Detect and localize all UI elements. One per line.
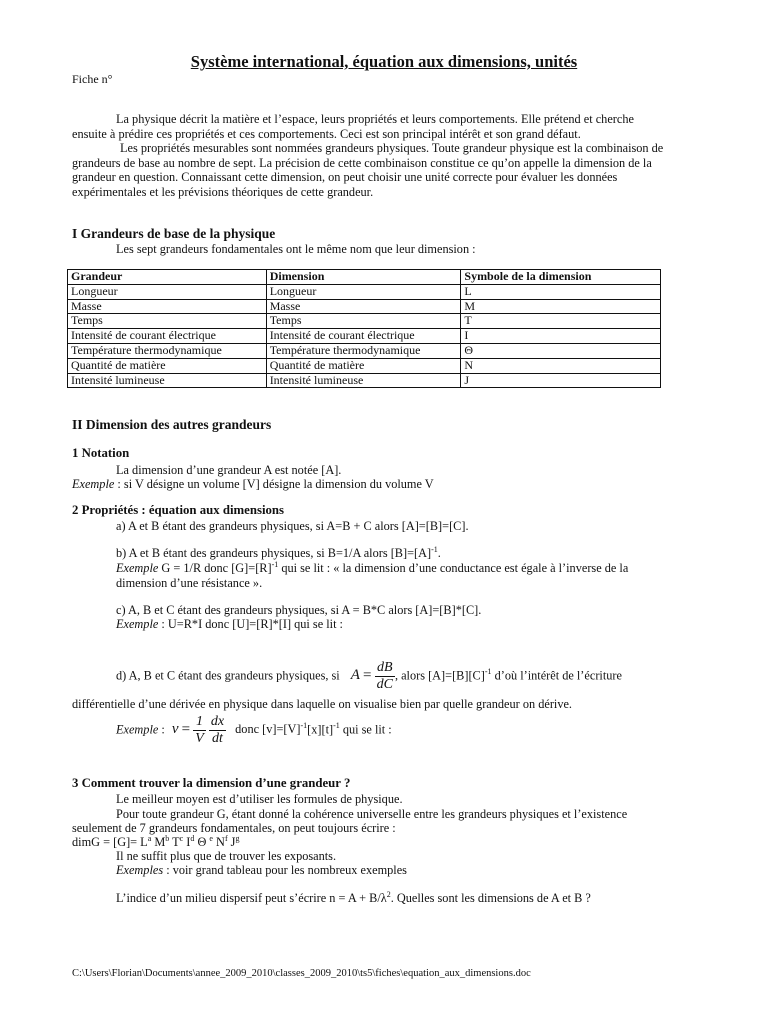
table-row — [68, 358, 661, 373]
fraction-denominator: V — [195, 731, 204, 746]
example-text: qui se lit : « la dimension d’une conductance est égale à l’inverse de la — [278, 561, 629, 575]
property-b-example — [116, 561, 628, 576]
table-cell: N — [461, 358, 661, 373]
table-header-row — [68, 270, 661, 285]
formula-text: dimG = [G]= L — [72, 835, 148, 849]
formula-symbol: Θ — [194, 835, 210, 849]
fraction-dx-dt — [209, 714, 226, 747]
formula-symbol: I — [183, 835, 191, 849]
math-equals: = — [181, 721, 191, 738]
exercise-text: . Quelles sont les dimensions de A et B ? — [390, 891, 591, 905]
example-label: Exemple — [72, 477, 115, 491]
notation-text: La dimension d’une grandeur A est notée [A]. — [116, 463, 342, 477]
property-b: b) A et B étant des grandeurs physiques, si B=1/A alors $[B]=[A]^{-1}$. — [116, 544, 441, 560]
exponent: b — [165, 833, 170, 843]
property-d-cont: différentielle d’une dérivée en physique dans laquelle on visualise bien par quelle grandeur on dérive. — [72, 697, 573, 711]
formula-symbol: T — [169, 835, 180, 849]
table-cell: Longueur — [266, 284, 461, 299]
fiche-number: Fiche n° — [72, 72, 113, 86]
example-label: Exemple — [116, 561, 159, 575]
example-text: : si V désigne un volume [V] désigne la dimension du volume V — [114, 477, 434, 491]
examples-label: Exemples — [116, 863, 164, 877]
formula-symbol: N — [212, 835, 225, 849]
example-label: Exemple — [116, 617, 159, 631]
fraction-numerator: dB — [375, 660, 395, 677]
exponent: -1 — [271, 559, 279, 569]
exercise-text: L’indice d’un milieu dispersif peut s’écrire n = A + B/λ — [116, 891, 387, 905]
find-line-6 — [116, 891, 591, 906]
column-header: Dimension — [266, 270, 461, 285]
dimensions-table — [67, 269, 661, 388]
section-2-heading: II Dimension des autres grandeurs — [72, 417, 272, 432]
dimension-formula — [72, 835, 239, 850]
table-cell: Θ — [461, 343, 661, 358]
math-variable: A — [350, 667, 360, 684]
property-b-example-cont: dimension d’une résistance ». — [116, 576, 263, 590]
find-line-4: Il ne suffit plus que de trouver les exposants. — [116, 849, 337, 863]
table-cell: Température thermodynamique — [68, 343, 267, 358]
property-c: c) A, B et C étant des grandeurs physiques, si A = B*C alors [A]=[B]*[C]. — [116, 603, 482, 617]
table-cell: Intensité lumineuse — [266, 373, 461, 388]
table-row — [68, 373, 661, 388]
examples-text: : voir grand tableau pour les nombreux exemples — [163, 863, 407, 877]
find-dimension-heading: 3 Comment trouver la dimension d’une grandeur ? — [72, 776, 351, 790]
intro-line-1: La physique décrit la matière et l’espace, leurs propriétés et leurs comportements. Elle prétend et cherche — [116, 112, 634, 126]
table-cell: Intensité lumineuse — [68, 373, 267, 388]
example-text: G = 1/R donc [G]=[R] — [158, 561, 272, 575]
formula-symbol: M — [151, 835, 166, 849]
table-row — [68, 343, 661, 358]
table-cell: I — [461, 329, 661, 344]
exponent: f — [224, 833, 228, 843]
property-b-text: b) A et B étant des grandeurs physiques, si B=1/A alors [B]=[A] — [116, 546, 432, 560]
fraction-denominator: dC — [376, 677, 393, 692]
exponent: c — [179, 833, 184, 843]
exponent: g — [235, 833, 240, 843]
table-cell: L — [461, 284, 661, 299]
math-equals: = — [363, 667, 372, 684]
table-cell: J — [461, 373, 661, 388]
fraction-numerator: 1 — [193, 714, 206, 731]
find-line-1: Le meilleur moyen est d’utiliser les formules de physique. — [116, 792, 403, 806]
property-d-text: d) A, B et C étant des grandeurs physiques, si — [116, 668, 340, 683]
table-cell: Temps — [266, 314, 461, 329]
fraction-1-V — [193, 714, 206, 747]
table-row — [68, 284, 661, 299]
table-cell: Masse — [68, 299, 267, 314]
table-cell: Quantité de matière — [68, 358, 267, 373]
table-cell: Intensité de courant électrique — [266, 329, 461, 344]
math-variable: v — [171, 721, 179, 738]
find-line-5 — [116, 863, 407, 878]
example-text: : U=R*I donc [U]=[R]*[I] qui se lit : — [158, 617, 343, 631]
notation-example — [72, 477, 434, 492]
column-header: Symbole de la dimension — [461, 270, 661, 285]
fraction-dB-dC — [375, 660, 395, 693]
fraction-numerator: dx — [210, 714, 225, 729]
exponent: a — [147, 833, 152, 843]
table-cell: Température thermodynamique — [266, 343, 461, 358]
exponent: d — [190, 833, 195, 843]
table-row — [68, 314, 661, 329]
find-line-3: seulement de 7 grandeurs fondamentales, on peut toujours écrire : — [72, 821, 396, 835]
property-d-text: d’où l’intérêt de l’écriture — [491, 668, 622, 683]
table-cell: Intensité de courant électrique — [68, 329, 267, 344]
document-title: Système international, équation aux dimensions, unités — [190, 52, 578, 71]
exponent: e — [209, 833, 213, 843]
property-a: a) A et B étant des grandeurs physiques, si A=B + C alors [A]=[B]=[C]. — [116, 519, 469, 533]
properties-heading: 2 Propriétés : équation aux dimensions — [72, 503, 284, 517]
table-cell: Masse — [266, 299, 461, 314]
exponent: -1 — [484, 667, 492, 677]
formula-symbol: J — [227, 835, 236, 849]
property-d-example — [116, 714, 392, 747]
table-cell: Quantité de matière — [266, 358, 461, 373]
property-c-example — [116, 617, 343, 632]
intro-line-2: ensuite à prédire ces propriétés et ces comportements. Ceci est son principal intérêt et son grand défaut. — [72, 126, 581, 141]
property-d — [116, 660, 622, 693]
table-cell: Longueur — [68, 284, 267, 299]
table-row — [68, 299, 661, 314]
example-text: [x][t] — [307, 722, 334, 737]
section-1-heading: I Grandeurs de base de la physique — [72, 226, 276, 241]
notation-heading: 1 Notation — [72, 446, 130, 460]
table-cell: Temps — [68, 314, 267, 329]
find-line-2: Pour toute grandeur G, étant donné la cohérence universelle entre les grandeurs physiques et l’existence — [116, 807, 628, 821]
section-1-subtitle: Les sept grandeurs fondamentales ont le même nom que leur dimension : — [116, 242, 476, 256]
property-d-text: , alors [A]=[B][C] — [394, 668, 485, 683]
fraction-denominator: dt — [212, 731, 223, 746]
example-label: Exemple — [116, 722, 159, 737]
table-row — [68, 329, 661, 344]
exponent: -1 — [300, 721, 308, 731]
exponent: -1 — [333, 721, 340, 731]
example-text: donc [v]=[V] — [235, 722, 301, 737]
exponent: 2 — [386, 889, 391, 899]
example-text: qui se lit : — [339, 722, 392, 737]
table-cell: T — [461, 314, 661, 329]
intro-paragraph-2: Les propriétés mesurables sont nommées grandeurs physiques. Toute grandeur physique est la combinaison de grandeurs de base au nombre de sept. La précision de cette combinaison constitue ce qu’on appelle la dimension de la grandeur en question. Connaissant cette dimension, on peut choisir une unité correcte pour évaluer les données expérimentales et les prévisions théoriques de cette grandeur. — [72, 141, 664, 199]
column-header: Grandeur — [68, 270, 267, 285]
exponent: -1 — [431, 544, 438, 554]
table-cell: M — [461, 299, 661, 314]
example-colon: : — [158, 722, 165, 737]
intro-text — [72, 112, 692, 199]
file-path-footer: C:\Users\Florian\Documents\annee_2009_2010\classes_2009_2010\ts5\fiches\equation_aux_dimensions.doc — [72, 968, 531, 979]
